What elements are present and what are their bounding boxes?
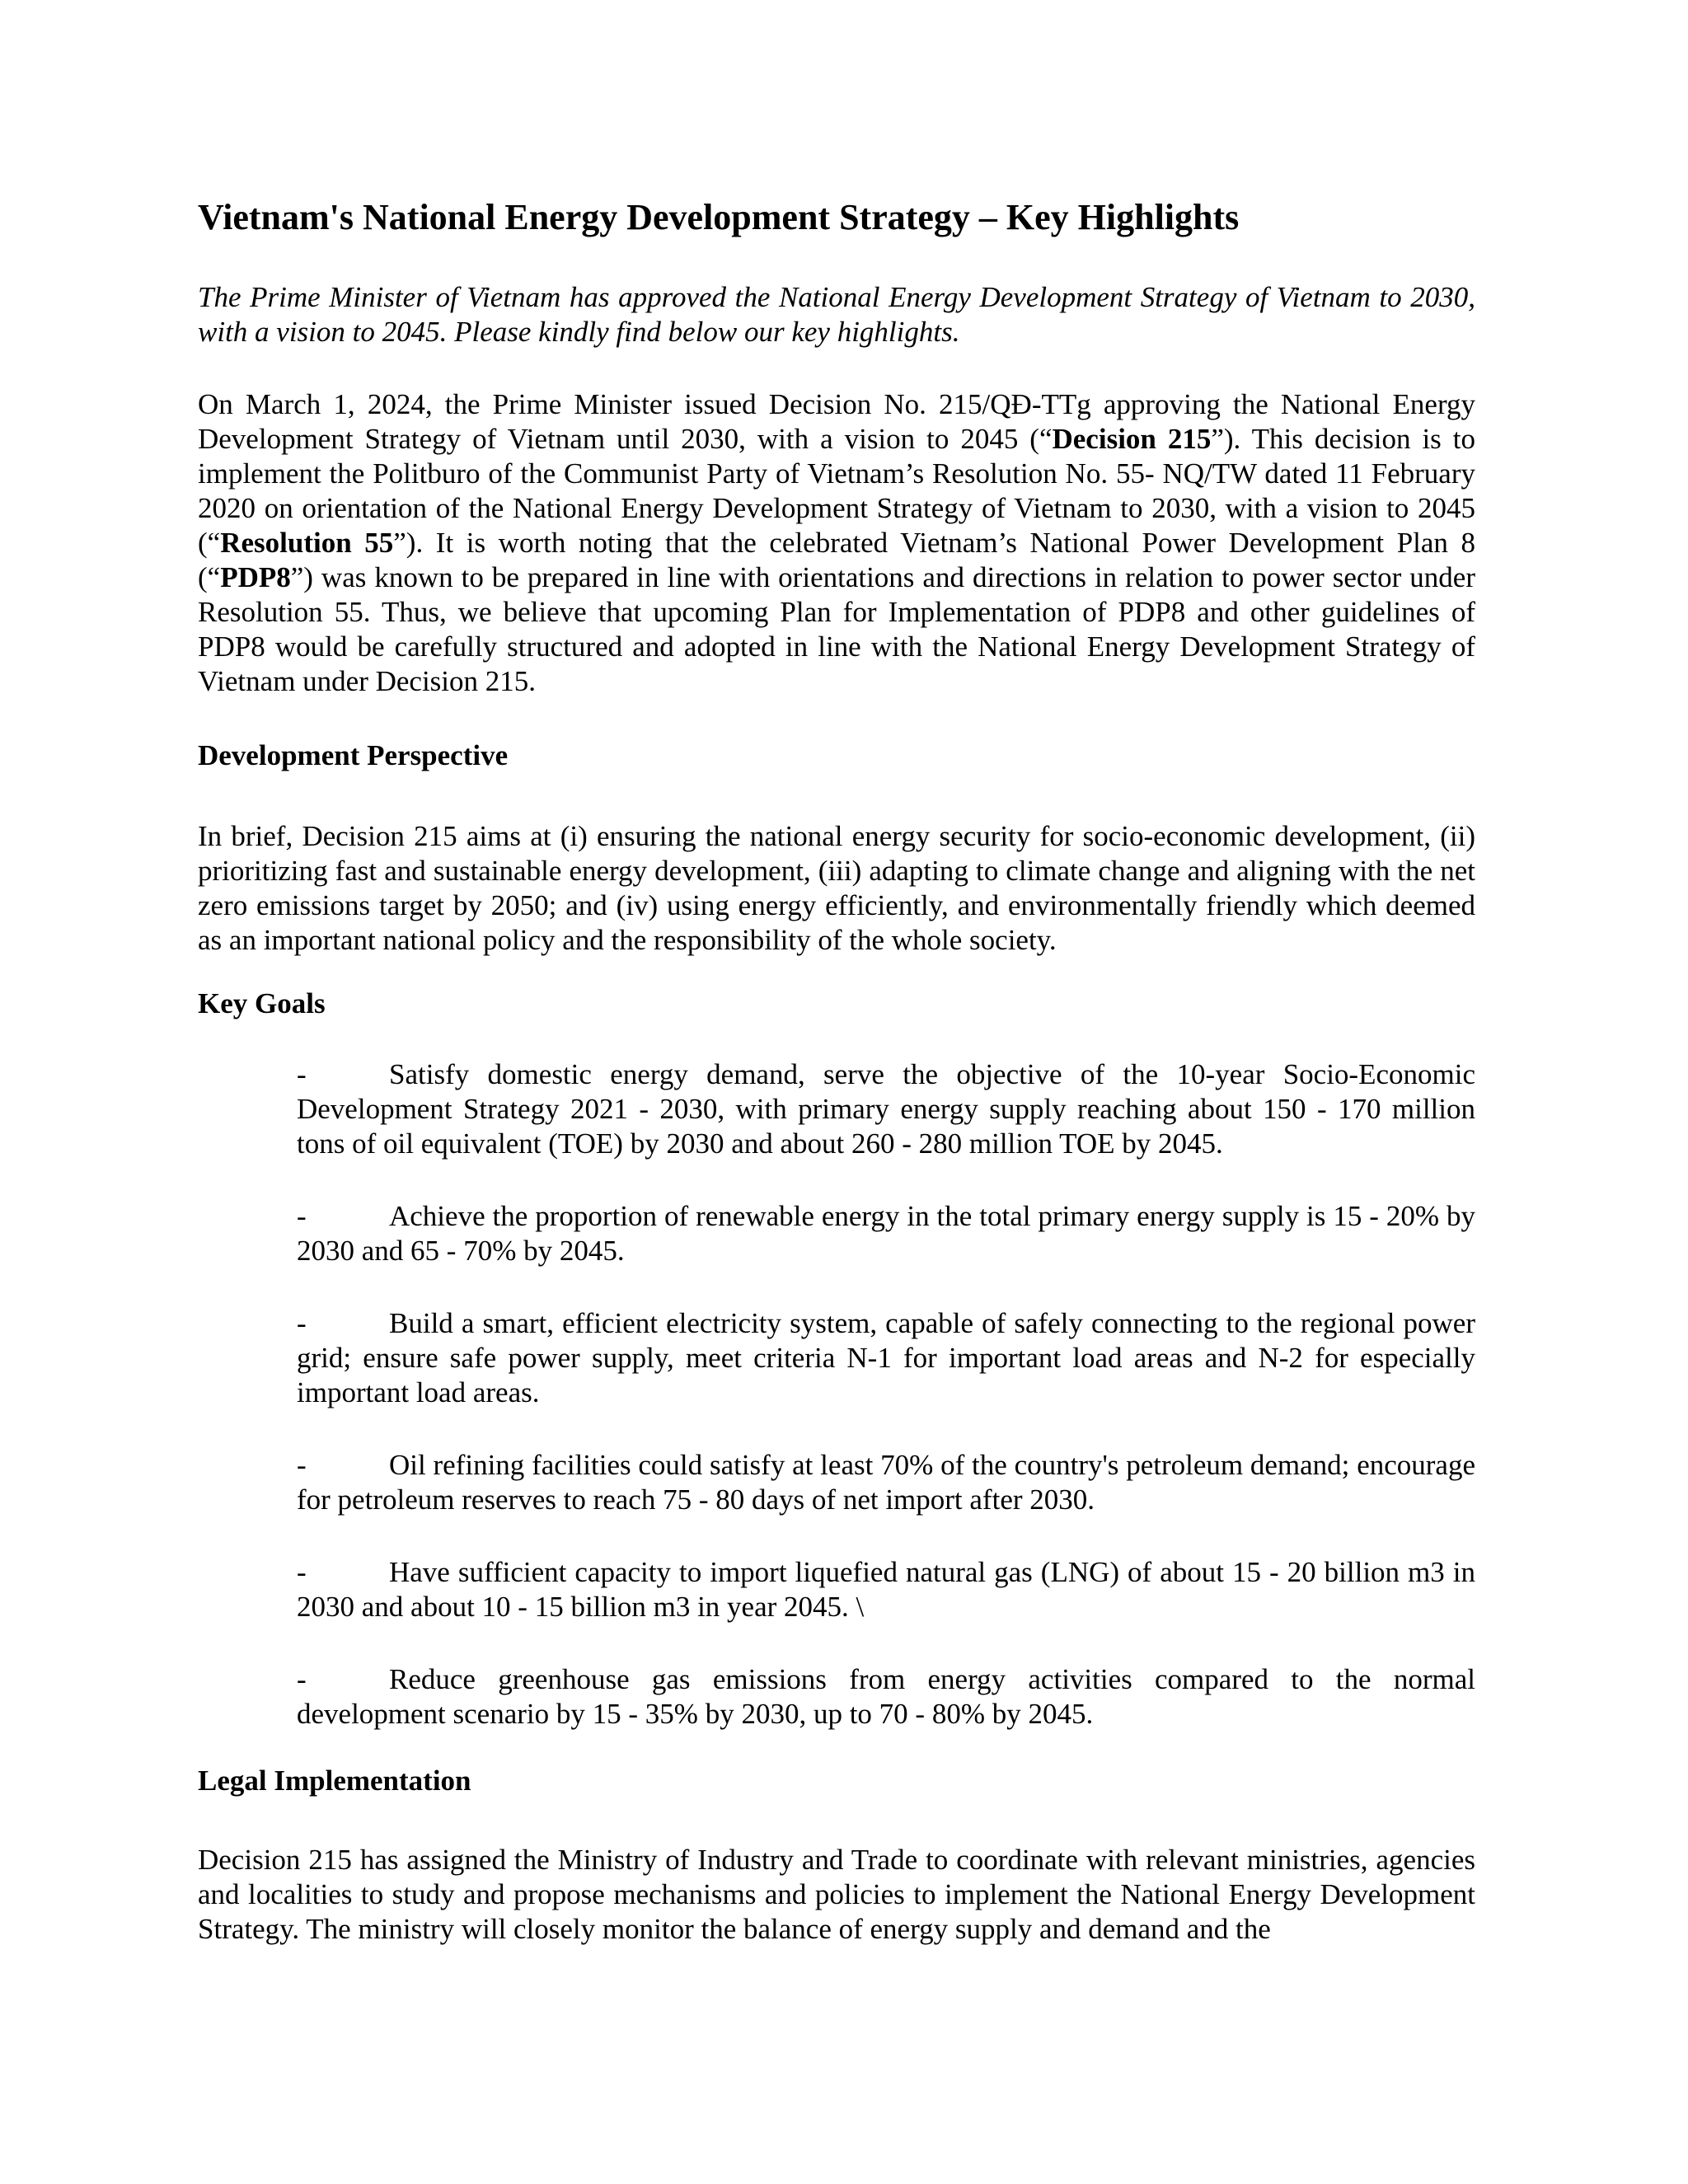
document-title: Vietnam's National Energy Development Strategy – Key Highlights xyxy=(198,197,1240,237)
legal-implementation-paragraph: Decision 215 has assigned the Ministry of Industry and Trade to coordinate with relevant ministries, agencies and localities to study and propose mechanisms and policies to implement the National Energy Development Strategy. The ministry will closely monitor the balance of energy supply and demand and the xyxy=(198,1844,1475,1945)
goal-item xyxy=(297,1199,1475,1268)
decision-paragraph-text-4: ”) was known to be prepared in line with orientations and directions in relation to power sector under Resolution 55. Thus, we believe that upcoming Plan for Implementation of PDP8 and other guidelines of PDP8 would be carefully structured and adopted in line with the National Energy Development Strategy of Vietnam under Decision 215. xyxy=(198,561,1475,697)
decision-paragraph-text-2: ”). This decision is to implement the Politburo of the Communist Party of Vietnam’s Resolution No. 55- NQ/TW dated 11 February 2020 on orientation of the National Energy Development Strategy of Vietnam to 2030, with a vision to 2045 (“ xyxy=(198,423,1475,559)
intro-paragraph: The Prime Minister of Vietnam has approved the National Energy Development Strategy of Vietnam to 2030, with a vision to 2045. Please kindly find below our key highlights. xyxy=(198,281,1475,348)
goal-text: Satisfy domestic energy demand, serve the objective of the 10-year Socio-Economic Development Strategy 2021 - 2030, with primary energy supply reaching about 150 - 170 million tons of oil equivalent (TOE) by 2030 and about 260 - 280 million TOE by 2045. xyxy=(297,1058,1475,1160)
resolution-55-term: Resolution 55 xyxy=(220,527,394,559)
development-perspective-paragraph: In brief, Decision 215 aims at (i) ensuring the national energy security for socio-economic development, (ii) prioritizing fast and sustainable energy development, (iii) adapting to climate change and aligning with the net zero emissions target by 2050; and (iv) using energy efficiently, and environmentally friendly which deemed as an important national policy and the responsibility of the whole society. xyxy=(198,820,1475,956)
goal-item xyxy=(297,1306,1475,1410)
goal-item xyxy=(297,1662,1475,1732)
key-goals-list xyxy=(297,1057,1475,1769)
goal-text: Have sufficient capacity to import liquefied natural gas (LNG) of about 15 - 20 billion m3 in 2030 and about 10 - 15 billion m3 in year 2045. \ xyxy=(297,1556,1475,1623)
goal-bullet: - xyxy=(297,1556,307,1588)
goal-item xyxy=(297,1555,1475,1624)
goal-text: Reduce greenhouse gas emissions from energy activities compared to the normal development scenario by 15 - 35% by 2030, up to 70 - 80% by 2045. xyxy=(297,1663,1475,1730)
goal-item xyxy=(297,1448,1475,1517)
decision-paragraph-text-3: ”). It is worth noting that the celebrated Vietnam’s National Power Development Plan 8 (“ xyxy=(198,527,1476,593)
legal-implementation-heading: Legal Implementation xyxy=(198,1765,471,1797)
decision-paragraph xyxy=(198,387,1475,699)
decision-paragraph-text-1: On March 1, 2024, the Prime Minister issued Decision No. 215/QĐ-TTg approving the National Energy Development Strategy of Vietnam until 2030, with a vision to 2045 (“ xyxy=(198,388,1475,455)
key-goals-heading: Key Goals xyxy=(198,987,326,1019)
goal-text: Build a smart, efficient electricity system, capable of safely connecting to the regional power grid; ensure safe power supply, meet criteria N-1 for important load areas and N-2 for especially important load areas. xyxy=(297,1307,1475,1408)
development-perspective-heading: Development Perspective xyxy=(198,739,509,771)
goal-bullet: - xyxy=(297,1449,307,1481)
goal-text: Achieve the proportion of renewable energy in the total primary energy supply is 15 - 20% by 2030 and 65 - 70% by 2045. xyxy=(297,1200,1475,1267)
goal-bullet: - xyxy=(297,1200,307,1232)
goal-bullet: - xyxy=(297,1663,307,1695)
goal-bullet: - xyxy=(297,1058,307,1090)
goal-item xyxy=(297,1057,1475,1161)
pdp8-term: PDP8 xyxy=(220,561,291,593)
goal-bullet: - xyxy=(297,1307,307,1339)
decision-215-term: Decision 215 xyxy=(1052,423,1212,455)
goal-text: Oil refining facilities could satisfy at least 70% of the country's petroleum demand; encourage for petroleum reserves to reach 75 - 80 days of net import after 2030. xyxy=(297,1449,1475,1516)
